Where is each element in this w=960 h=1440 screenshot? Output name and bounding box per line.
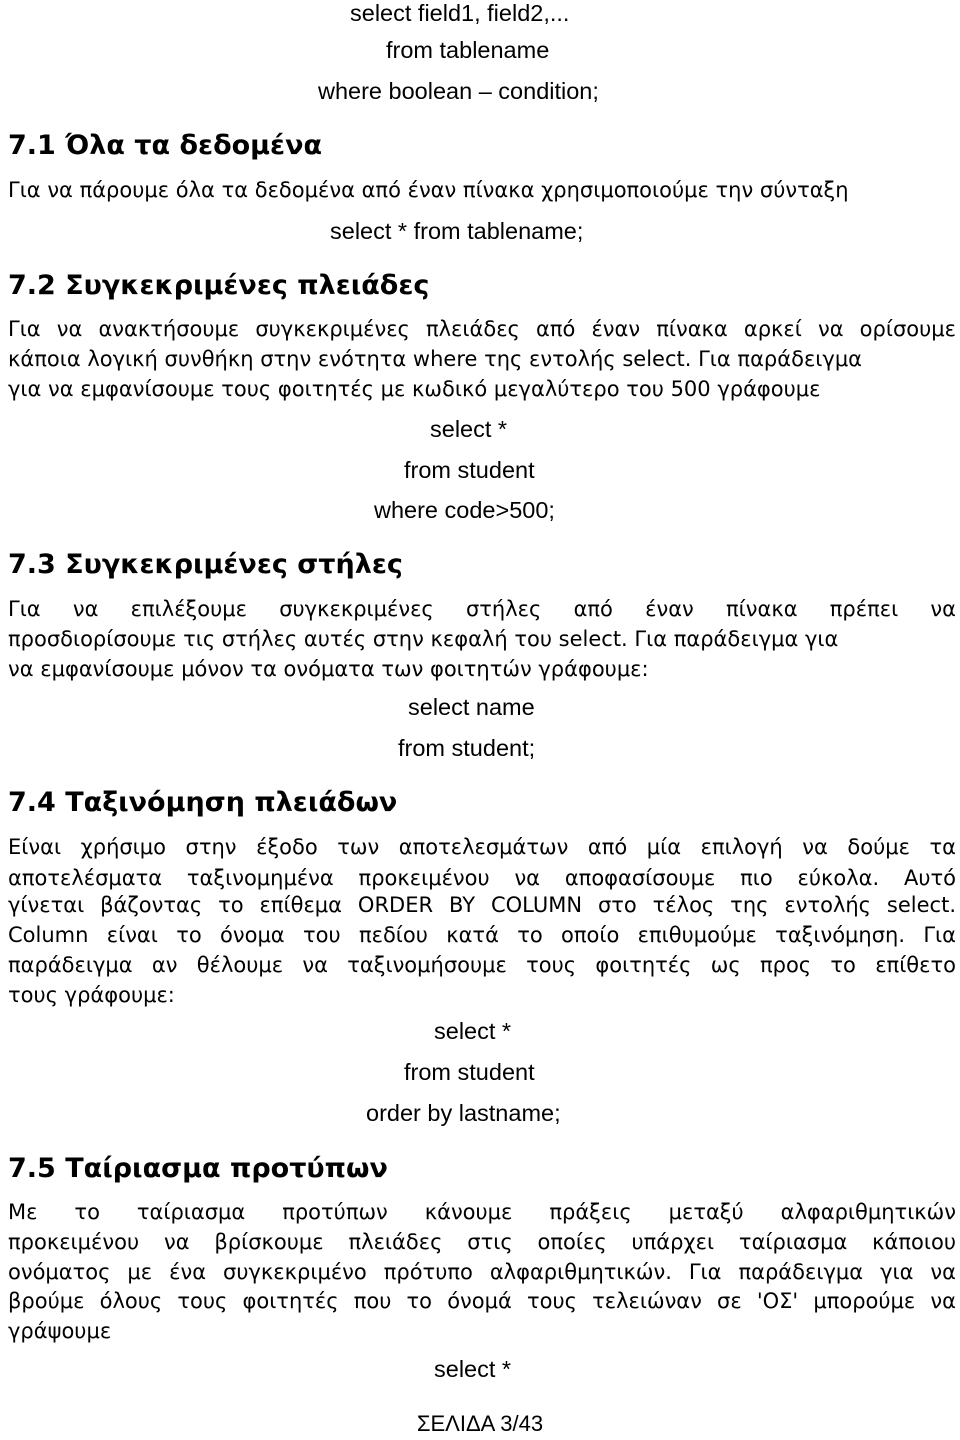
section-heading-7-2: 7.2 Συγκεκριμένες πλειάδες <box>8 270 430 301</box>
page-number: ΣΕΛΙΔΑ 3/43 <box>416 1411 544 1436</box>
code-line: select field1, field2,... <box>350 0 570 26</box>
paragraph-line: αποτελέσματα ταξινομημένα προκειμένου να αποφασίσουμε πιο εύκολα. Αυτό <box>8 866 956 890</box>
paragraph-line: να εμφανίσουμε μόνον τα ονόματα των φοιτητών γράφουμε: <box>8 657 649 681</box>
paragraph-line: Για να πάρουμε όλα τα δεδομένα από έναν πίνακα χρησιμοποιούμε την σύνταξη <box>8 178 849 202</box>
paragraph-line: Με το ταίριασμα προτύπων κάνουμε πράξεις μεταξύ αλφαριθμητικών <box>8 1200 956 1224</box>
section-heading-7-3: 7.3 Συγκεκριμένες στήλες <box>8 549 403 580</box>
paragraph-line: Column είναι το όνομα του πεδίου κατά το οποίο επιθυμούμε ταξινόμηση. Για <box>8 923 956 947</box>
section-heading-7-5: 7.5 Ταίριασμα προτύπων <box>8 1153 388 1184</box>
paragraph-line: για να εμφανίσουμε τους φοιτητές με κωδικό μεγαλύτερο του 500 γράφουμε <box>8 377 821 401</box>
paragraph-line: Για να επιλέξουμε συγκεκριμένες στήλες από έναν πίνακα πρέπει να <box>8 597 956 621</box>
code-line: from student <box>404 1059 535 1085</box>
paragraph-line: Για να ανακτήσουμε συγκεκριμένες πλειάδες από έναν πίνακα αρκεί να ορίσουμε <box>8 317 956 341</box>
code-line: select * <box>430 416 508 442</box>
paragraph-line: παράδειγμα αν θέλουμε να ταξινομήσουμε τους φοιτητές ως προς το επίθετο <box>8 953 956 977</box>
paragraph-line: τους γράφουμε: <box>8 983 175 1007</box>
code-line: from student <box>404 457 535 483</box>
code-line: order by lastname; <box>366 1100 561 1126</box>
code-line: where boolean – condition; <box>318 78 599 104</box>
section-heading-7-1: 7.1 Όλα τα δεδομένα <box>8 130 323 161</box>
code-line: from student; <box>398 735 536 761</box>
paragraph-line: γράψουμε <box>8 1319 112 1343</box>
paragraph-line: προκειμένου να βρίσκουμε πλειάδες στις οποίες υπάρχει ταίριασμα κάποιου <box>8 1230 956 1254</box>
section-heading-7-4: 7.4 Ταξινόμηση πλειάδων <box>8 787 398 818</box>
paragraph-line: ονόματος με ένα συγκεκριμένο πρότυπο αλφαριθμητικών. Για παράδειγμα για να <box>8 1260 956 1284</box>
paragraph-line: γίνεται βάζοντας το επίθεμα ORDER BY COLUMN στο τέλος της εντολής select. <box>8 893 956 917</box>
paragraph-line: βρούμε όλους τους φοιτητές που το όνομά τους τελειώναν σε 'ΟΣ' μπορούμε να <box>8 1289 956 1313</box>
paragraph-line: προσδιορίσουμε τις στήλες αυτές στην κεφαλή του select. Για παράδειγμα για <box>8 627 839 651</box>
code-line: select * from tablename; <box>330 218 584 244</box>
code-line: select * <box>434 1018 512 1044</box>
code-line: from tablename <box>386 37 550 63</box>
code-line: select name <box>408 694 535 720</box>
code-line: select * <box>434 1356 512 1382</box>
paragraph-line: κάποια λογική συνθήκη στην ενότητα where της εντολής select. Για παράδειγμα <box>8 347 863 371</box>
code-line: where code>500; <box>374 497 555 523</box>
paragraph-line: Είναι χρήσιμο στην έξοδο των αποτελεσμάτων από μία επιλογή να δούμε τα <box>8 835 956 859</box>
